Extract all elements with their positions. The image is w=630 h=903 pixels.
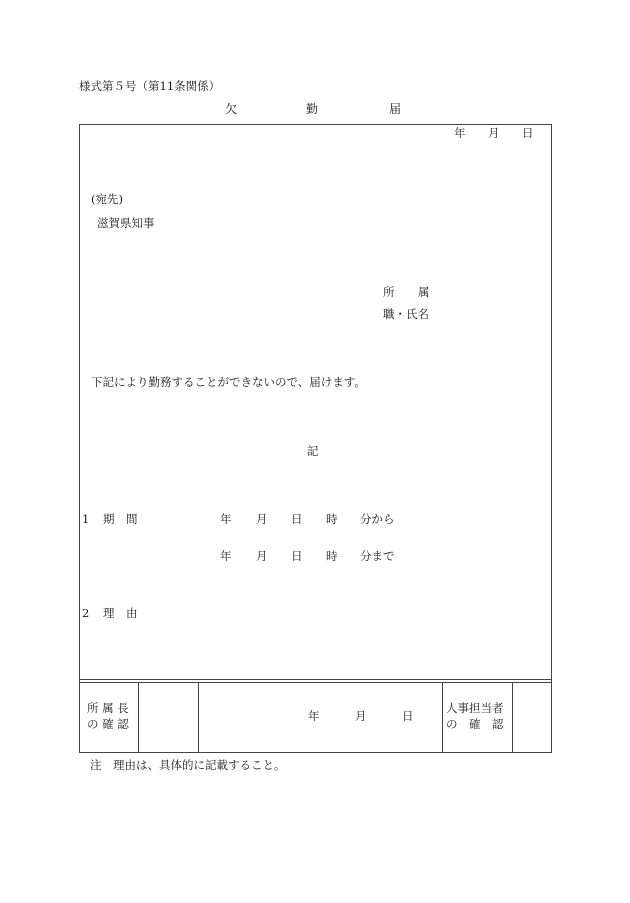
footer-date-month: 月 — [355, 709, 367, 723]
title-char-2: 勤 — [306, 102, 319, 116]
hr-confirm-line1: 人事担当者 — [446, 701, 504, 715]
ki-heading: 記 — [307, 444, 319, 458]
form-number: 様式第５号（第11条関係） — [79, 79, 221, 93]
date-day: 日 — [522, 126, 534, 140]
period-from-month: 月 — [256, 512, 268, 526]
date-month: 月 — [488, 126, 500, 140]
title-char-1: 欠 — [225, 102, 238, 116]
period-from-day: 日 — [291, 512, 303, 526]
period-from-suffix: 分から — [360, 512, 395, 526]
statement: 下記により勤務することができないので、届けます。 — [91, 375, 366, 389]
period-to-year: 年 — [220, 549, 232, 563]
section-head-confirm-line2: の 確 認 — [87, 717, 129, 731]
addressee-name: 滋賀県知事 — [97, 216, 155, 230]
reason-label-b: 由 — [126, 606, 138, 620]
affiliation-label-a: 所 — [383, 285, 395, 299]
date-year: 年 — [454, 126, 466, 140]
period-from-year: 年 — [220, 512, 232, 526]
period-label-a: 期 — [103, 512, 115, 526]
period-to-hour: 時 — [326, 549, 338, 563]
name-title-label: 職・氏名 — [383, 307, 429, 321]
title-char-3: 届 — [389, 102, 402, 116]
period-from-hour: 時 — [326, 512, 338, 526]
period-label-b: 間 — [126, 512, 138, 526]
period-to-day: 日 — [291, 549, 303, 563]
note: 注 理由は、具体的に記載すること。 — [90, 758, 286, 772]
period-number: 1 — [82, 512, 90, 526]
reason-label-a: 理 — [103, 606, 115, 620]
addressee-label: (宛先) — [91, 192, 123, 206]
reason-number: 2 — [82, 606, 90, 620]
section-head-confirm-line1: 所 属 長 — [87, 701, 129, 715]
footer-date-year: 年 — [308, 709, 320, 723]
affiliation-label-b: 属 — [418, 285, 430, 299]
hr-confirm-line2: の 確 認 — [446, 717, 504, 731]
period-to-month: 月 — [256, 549, 268, 563]
footer-date-day: 日 — [402, 709, 414, 723]
period-to-suffix: 分まで — [360, 549, 395, 563]
